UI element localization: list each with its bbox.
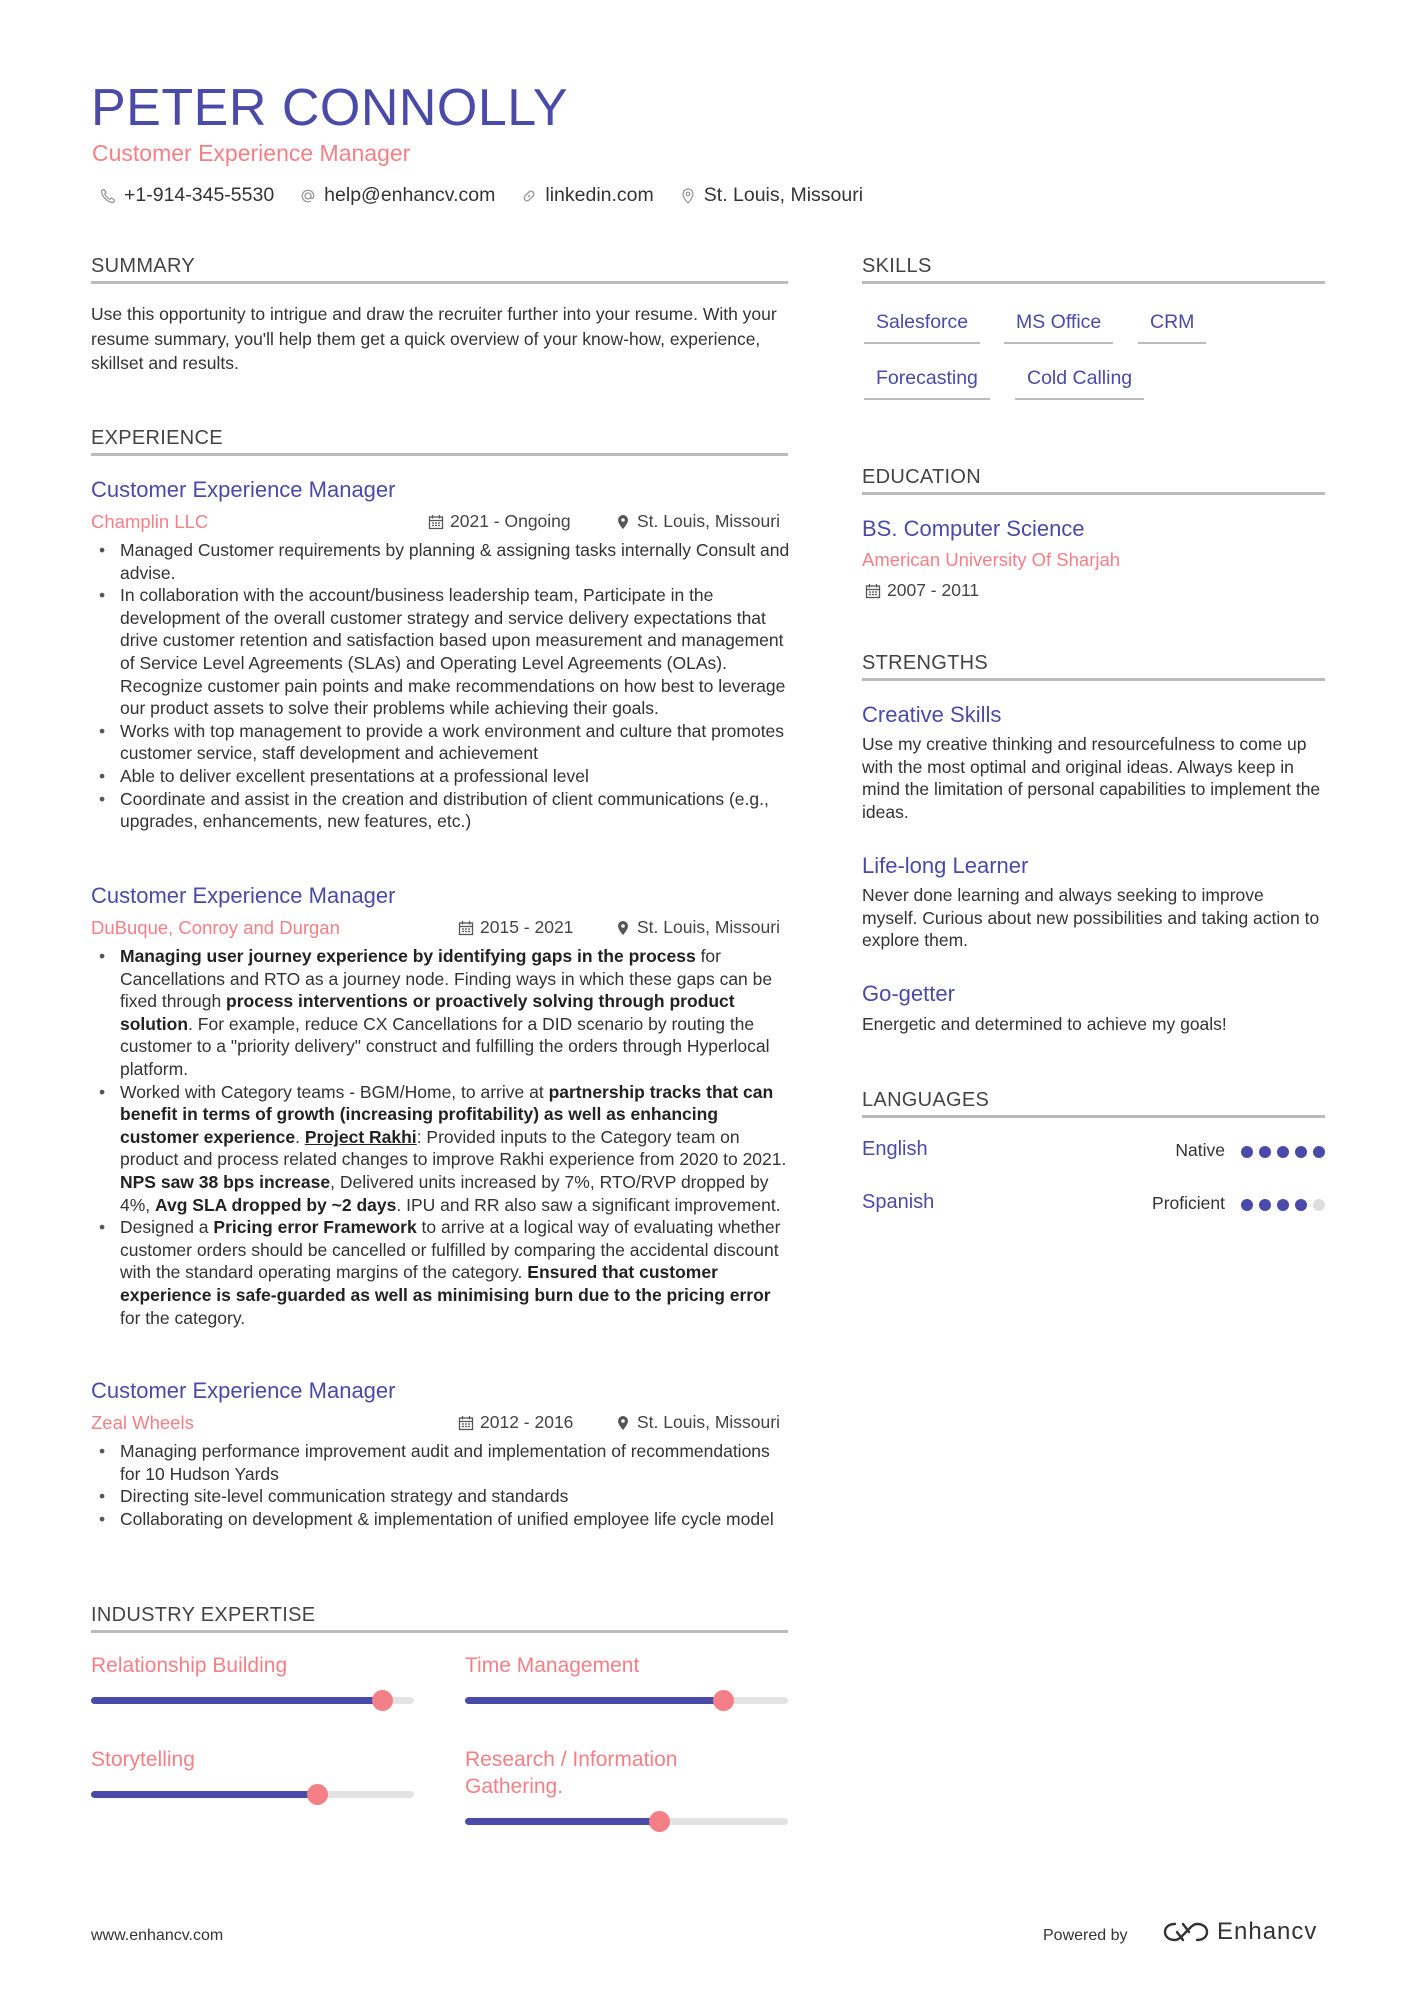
calendar-icon: [428, 514, 444, 530]
language-level: Proficient: [1152, 1193, 1225, 1213]
language-dot: [1313, 1146, 1325, 1158]
expertise-bar: [91, 1791, 414, 1798]
link-icon: [521, 188, 537, 204]
location-pin-icon: [615, 920, 631, 936]
skill-tag: Salesforce: [864, 311, 980, 344]
strengths-heading: STRENGTHS: [862, 652, 989, 674]
languages-heading: LANGUAGES: [862, 1089, 990, 1111]
bullet-item: • Worked with Category teams - BGM/Home, to arrive at partnership tracks that can benefit in terms of growth (increasing profitability) as well as enhancing customer experience. Project Rakhi: Provided inputs to the Category team on product and process related changes to improve Rakhi experience from 2020 to 2021. NPS saw 38 bps increase, Delivered units increased by 7%, RTO/RVP dropped by 4%, Avg SLA dropped by ~2 days. IPU and RR also saw a significant improvement.: [91, 1081, 791, 1217]
experience-heading: EXPERIENCE: [91, 427, 223, 449]
bullet-item: • Collaborating on development & implementation of unified employee life cycle model: [91, 1508, 791, 1531]
footer-website[interactable]: www.enhancv.com: [91, 1927, 224, 1944]
location-pin-icon: [615, 514, 631, 530]
summary-text: Use this opportunity to intrigue and draw the recruiter further into your resume. With your resume summary, you'll help them get a quick overview of your know-how, experience, skillset and results.: [91, 304, 777, 373]
language-name: English: [862, 1138, 928, 1160]
bullet-item: • Designed a Pricing error Framework to arrive at a logical way of evaluating whether customer orders should be cancelled or fulfilled by comparing the accidental discount with the standard operating margins of the category. Ensured that customer experience is safe-guarded as well as minimising burn due to the pricing error for the category.: [91, 1216, 791, 1329]
expertise-bar-knob: [372, 1690, 393, 1711]
strengths-divider: [862, 678, 1325, 681]
job-bullets: [91, 539, 791, 833]
language-dots: [1241, 1199, 1325, 1211]
contact-linkedin[interactable]: [521, 184, 653, 207]
strength-description: Never done learning and always seeking to improve myself. Curious about new possibilities and taking action to explore them.: [862, 885, 1320, 951]
contact-bar: [100, 184, 863, 207]
job-title: Customer Experience Manager: [91, 1378, 396, 1403]
skill-tag: CRM: [1138, 311, 1206, 344]
bullet-item: • Works with top management to provide a work environment and culture that promotes customer service, staff development and achievement: [91, 720, 791, 765]
job-company: Zeal Wheels: [91, 1412, 194, 1433]
strength-description: Use my creative thinking and resourcefulness to come up with the most optimal and original ideas. Always keep in mind the limitation of personal capabilities to implement the ideas.: [862, 734, 1321, 822]
job-dates: [458, 1412, 573, 1433]
summary-divider: [91, 281, 788, 284]
job-dates-text: 2012 - 2016: [480, 1412, 574, 1432]
location-pin-icon: [615, 1415, 631, 1431]
bullet-item: • Directing site-level communication strategy and standards: [91, 1485, 791, 1508]
candidate-name: PETER CONNOLLY: [91, 79, 569, 137]
expertise-bar-fill: [465, 1697, 723, 1704]
strength-title: Go-getter: [862, 981, 955, 1006]
enhancv-logo-text: Enhancv: [1217, 1918, 1318, 1945]
strength-title: Creative Skills: [862, 702, 1002, 727]
language-dot: [1277, 1146, 1289, 1158]
expertise-bar-knob: [649, 1811, 670, 1832]
language-dot: [1259, 1146, 1271, 1158]
job-dates-text: 2015 - 2021: [480, 917, 574, 937]
job-location-text: St. Louis, Missouri: [637, 1412, 780, 1432]
language-dot: [1313, 1199, 1325, 1211]
language-dot: [1295, 1199, 1307, 1211]
language-dot: [1241, 1199, 1253, 1211]
contact-phone[interactable]: [100, 184, 274, 207]
education-dates-text: 2007 - 2011: [887, 580, 980, 600]
languages-divider: [862, 1115, 1325, 1118]
skill-tag: Forecasting: [864, 367, 990, 400]
email-text: help@enhancv.com: [324, 184, 496, 206]
summary-heading: SUMMARY: [91, 255, 195, 277]
job-bullets: [91, 1440, 791, 1530]
calendar-icon: [458, 1415, 474, 1431]
expertise-label: Storytelling: [91, 1748, 195, 1771]
footer-powered-by: Powered by: [1043, 1927, 1128, 1944]
expertise-bar-knob: [713, 1690, 734, 1711]
job-title: Customer Experience Manager: [91, 883, 396, 908]
job-company: DuBuque, Conroy and Durgan: [91, 917, 340, 938]
bullet-item: • Managing performance improvement audit and implementation of recommendations for 10 Hudson Yards: [91, 1440, 791, 1485]
education-heading: EDUCATION: [862, 466, 981, 488]
project-link[interactable]: Project Rakhi: [304, 1126, 417, 1147]
skill-tag: MS Office: [1004, 311, 1113, 344]
candidate-role: Customer Experience Manager: [92, 140, 411, 166]
strength-description: Energetic and determined to achieve my goals!: [862, 1014, 1227, 1034]
bullet-item: • Coordinate and assist in the creation and distribution of client communications (e.g., upgrades, enhancements, new features, etc.): [91, 788, 791, 833]
phone-text: +1-914-345-5530: [124, 184, 275, 206]
skills-heading: SKILLS: [862, 255, 932, 277]
expertise-bar: [465, 1818, 788, 1825]
education-dates: [865, 580, 979, 601]
strength-title: Life-long Learner: [862, 853, 1029, 878]
job-dates-text: 2021 - Ongoing: [450, 511, 571, 531]
education-degree: BS. Computer Science: [862, 516, 1085, 541]
location-text: St. Louis, Missouri: [703, 184, 864, 206]
job-dates: [458, 917, 573, 938]
skills-divider: [862, 281, 1325, 284]
industry-expertise-heading: INDUSTRY EXPERTISE: [91, 1604, 316, 1626]
at-icon: [300, 188, 316, 204]
expertise-bar-fill: [91, 1697, 382, 1704]
bullet-item: • Managing user journey experience by identifying gaps in the process for Cancellations and RTO as a journey node. Finding ways in which these gaps can be fixed through process interventions or proactively solving through product solution. For example, reduce CX Cancellations for a DID scenario by routing the customer to a "priority delivery" construct and fulfilling the orders through Hyperlocal platform.: [91, 945, 791, 1081]
expertise-label: Relationship Building: [91, 1654, 288, 1677]
job-bullets: [91, 945, 791, 1329]
expertise-bar-fill: [91, 1791, 317, 1798]
bullet-item: • Able to deliver excellent presentations at a professional level: [91, 765, 791, 788]
job-company: Champlin LLC: [91, 511, 209, 532]
contact-email[interactable]: [300, 184, 495, 207]
linkedin-text: linkedin.com: [545, 184, 654, 206]
enhancv-logo-icon: [1163, 1920, 1209, 1944]
location-pin-icon: [680, 188, 696, 204]
bullet-item: • In collaboration with the account/business leadership team, Participate in the development of the overall customer strategy and service delivery expectations that drive customer retention and satisfaction based upon measurement and management of Service Level Agreements (SLAs) and Operating Level Agreements (OLAs). Recognize customer pain points and make recommendations on how best to leverage our product assets to solve their problems while achieving their goals.: [91, 584, 791, 720]
calendar-icon: [865, 583, 881, 599]
expertise-bar: [91, 1697, 414, 1704]
industry-expertise-divider: [91, 1630, 788, 1633]
expertise-label: Research / Information Gathering.: [465, 1748, 678, 1798]
job-location-text: St. Louis, Missouri: [637, 511, 780, 531]
language-dot: [1277, 1199, 1289, 1211]
phone-icon: [100, 188, 116, 204]
education-divider: [862, 492, 1325, 495]
expertise-bar-knob: [307, 1784, 328, 1805]
skill-tag: Cold Calling: [1015, 367, 1144, 400]
job-title: Customer Experience Manager: [91, 477, 396, 502]
bullet-item: • Managed Customer requirements by planning & assigning tasks internally Consult and advise.: [91, 539, 791, 584]
job-location: [615, 917, 780, 938]
contact-location: [680, 184, 863, 207]
job-location: [615, 511, 780, 532]
job-dates: [428, 511, 571, 532]
language-dot: [1241, 1146, 1253, 1158]
calendar-icon: [458, 920, 474, 936]
language-name: Spanish: [862, 1191, 935, 1213]
expertise-bar: [465, 1697, 788, 1704]
language-level: Native: [1175, 1140, 1225, 1160]
expertise-label: Time Management: [465, 1654, 640, 1677]
enhancv-logo[interactable]: [1163, 1918, 1317, 1946]
job-location: [615, 1412, 780, 1433]
language-dot: [1259, 1199, 1271, 1211]
job-location-text: St. Louis, Missouri: [637, 917, 780, 937]
experience-divider: [91, 453, 788, 456]
education-school: American University Of Sharjah: [862, 549, 1121, 570]
language-dot: [1295, 1146, 1307, 1158]
expertise-bar-fill: [465, 1818, 659, 1825]
language-dots: [1241, 1146, 1325, 1158]
